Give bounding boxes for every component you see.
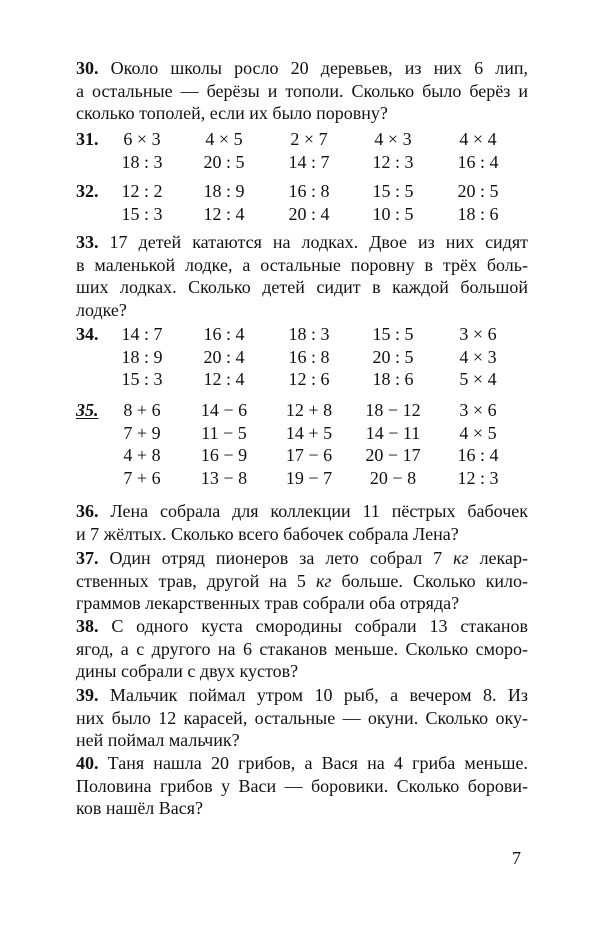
exercise-32-row-2 <box>76 203 528 226</box>
problem-30-line-2: а остальные — берёзы и тополи. Сколько было берёз и <box>76 80 528 101</box>
expression: 15 : 5 <box>372 181 414 201</box>
expression: 15 : 3 <box>121 369 163 389</box>
problem-37-line-1: 37. Один отряд пионеров за лето собрал 7 кг лекар- <box>76 548 528 568</box>
expression: 16 : 4 <box>457 445 499 465</box>
expression: 16 : 8 <box>288 346 330 367</box>
problem-38-line-2: ягод, а с другого на 6 стаканов меньше. Сколько сморо- <box>76 638 528 659</box>
expression: 2 × 7 <box>290 129 328 149</box>
exercise-32-row-1 <box>76 180 528 203</box>
problem-37 <box>76 547 528 615</box>
exercise-34 <box>76 323 528 391</box>
expression: 4 + 8 <box>123 445 161 465</box>
problem-33-number: 33. <box>76 232 99 252</box>
expression: 19 − 7 <box>285 467 333 488</box>
problem-40-number: 40. <box>76 753 99 773</box>
expression: 20 − 17 <box>365 445 421 465</box>
problem-39-line-3: ней поймал мальчик? <box>76 730 240 750</box>
expression: 16 : 4 <box>203 324 245 344</box>
expression: 14 : 7 <box>288 151 330 172</box>
exercise-35-row-1 <box>76 399 528 422</box>
expression: 18 : 3 <box>121 151 163 172</box>
expression: 15 : 3 <box>121 203 163 224</box>
problem-38-line-1: 38. С одного куста смородины собрали 13 стаканов <box>76 616 528 636</box>
problem-30 <box>76 57 528 125</box>
expression: 12 : 3 <box>372 151 414 172</box>
expression: 18 : 3 <box>288 324 330 344</box>
exercise-35-row-3 <box>76 444 528 467</box>
expression: 8 + 6 <box>123 400 161 420</box>
problem-30-line-1: 30. Около школы росло 20 деревьев, из них 6 лип, <box>76 58 528 78</box>
expression: 17 − 6 <box>285 445 333 465</box>
problem-36-number: 36. <box>76 501 99 521</box>
expression: 14 − 11 <box>365 422 421 443</box>
exercise-32 <box>76 180 528 225</box>
problem-38 <box>76 615 528 683</box>
problem-36-line-2: и 7 жёлтых. Сколько всего бабочек собрала Лена? <box>76 523 459 544</box>
expression: 12 : 3 <box>457 467 499 488</box>
exercise-31-row-2 <box>76 151 528 174</box>
exercise-31 <box>76 128 528 173</box>
expression: 18 : 6 <box>457 203 499 224</box>
expression: 12 : 2 <box>121 181 163 201</box>
exercise-34-row-3 <box>76 368 528 391</box>
expression: 12 : 6 <box>288 369 330 389</box>
exercise-32-number: 32. <box>76 181 99 201</box>
expression: 4 × 5 <box>205 129 243 149</box>
expression: 4 × 3 <box>374 129 412 149</box>
expression: 12 : 4 <box>203 203 245 224</box>
problem-40-line-2: Половина грибов у Васи — боровики. Сколько борови- <box>76 775 528 796</box>
expression: 18 − 12 <box>365 400 421 420</box>
problem-37-line-3: граммов лекарственных трав собрали оба отряда? <box>76 593 460 613</box>
page-number: 7 <box>512 848 521 868</box>
problem-37-number: 37. <box>76 548 99 568</box>
expression: 7 + 9 <box>123 422 161 443</box>
problem-38-line-3: дины собрали с двух кустов? <box>76 661 299 681</box>
exercise-34-number: 34. <box>76 324 99 344</box>
expression: 20 − 8 <box>369 467 417 488</box>
unit-kg: кг <box>315 570 332 591</box>
expression: 18 : 6 <box>372 369 414 389</box>
exercise-35-number: 35. <box>76 400 99 420</box>
expression: 14 − 6 <box>200 400 248 420</box>
expression: 18 : 9 <box>121 346 163 367</box>
exercise-31-row-1 <box>76 128 528 151</box>
expression: 12 : 4 <box>203 369 245 389</box>
problem-39-line-2: них было 12 карасей, остальные — окуни. Сколько оку- <box>76 707 528 728</box>
problem-40-line-3: ков нашёл Вася? <box>76 798 204 818</box>
expression: 20 : 5 <box>203 151 245 172</box>
expression: 4 × 5 <box>459 422 497 443</box>
expression: 13 − 8 <box>200 467 248 488</box>
problem-37-line-2: ственных трав, другой на 5 кг больше. Сколько кило- <box>76 570 528 591</box>
expression: 6 × 3 <box>123 129 161 149</box>
problem-30-number: 30. <box>76 58 99 78</box>
expression: 4 × 3 <box>459 346 497 367</box>
expression: 14 + 5 <box>285 422 333 443</box>
expression: 16 : 4 <box>457 151 499 172</box>
problem-40 <box>76 752 528 820</box>
problem-38-number: 38. <box>76 616 99 636</box>
exercise-34-row-2 <box>76 346 528 369</box>
unit-kg: кг <box>453 548 469 568</box>
expression: 5 × 4 <box>459 369 497 389</box>
expression: 11 − 5 <box>201 422 247 443</box>
exercise-31-number: 31. <box>76 129 99 149</box>
expression: 12 + 8 <box>285 400 333 420</box>
problem-33 <box>76 231 528 321</box>
expression: 3 × 6 <box>459 324 497 344</box>
expression: 20 : 5 <box>457 181 499 201</box>
problem-39-line-1: 39. Мальчик поймал утром 10 рыб, а вечером 8. Из <box>76 685 528 705</box>
exercise-35 <box>76 399 528 489</box>
problem-33-line-2: в маленькой лодке, а остальные поровну в трёх боль- <box>76 254 528 275</box>
expression: 20 : 4 <box>203 346 245 367</box>
problem-39 <box>76 684 528 752</box>
problem-40-line-1: 40. Таня нашла 20 грибов, а Вася на 4 гриба меньше. <box>76 753 528 773</box>
problem-33-line-4: лодке? <box>76 299 127 320</box>
expression: 4 × 4 <box>459 129 497 149</box>
expression: 16 : 8 <box>288 181 330 201</box>
expression: 15 : 5 <box>372 324 414 344</box>
expression: 14 : 7 <box>121 324 163 344</box>
problem-36-line-1: 36. Лена собрала для коллекции 11 пёстрых бабочек <box>76 501 528 521</box>
expression: 7 + 6 <box>123 467 161 488</box>
expression: 20 : 4 <box>288 203 330 224</box>
problem-39-number: 39. <box>76 685 99 705</box>
exercise-34-row-1 <box>76 323 528 346</box>
problem-33-line-3: ших лодках. Сколько детей сидит в каждой большой <box>76 277 528 297</box>
exercise-35-row-4 <box>76 467 528 490</box>
expression: 20 : 5 <box>372 346 414 367</box>
expression: 16 − 9 <box>200 445 248 465</box>
problem-30-line-3: сколько тополей, если их было поровну? <box>76 103 388 123</box>
problem-36 <box>76 500 528 545</box>
expression: 18 : 9 <box>203 181 245 201</box>
exercise-35-row-2 <box>76 422 528 445</box>
expression: 10 : 5 <box>372 203 414 224</box>
problem-33-line-1: 33. 17 детей катаются на лодках. Двое из них сидят <box>76 232 528 252</box>
expression: 3 × 6 <box>459 400 497 420</box>
